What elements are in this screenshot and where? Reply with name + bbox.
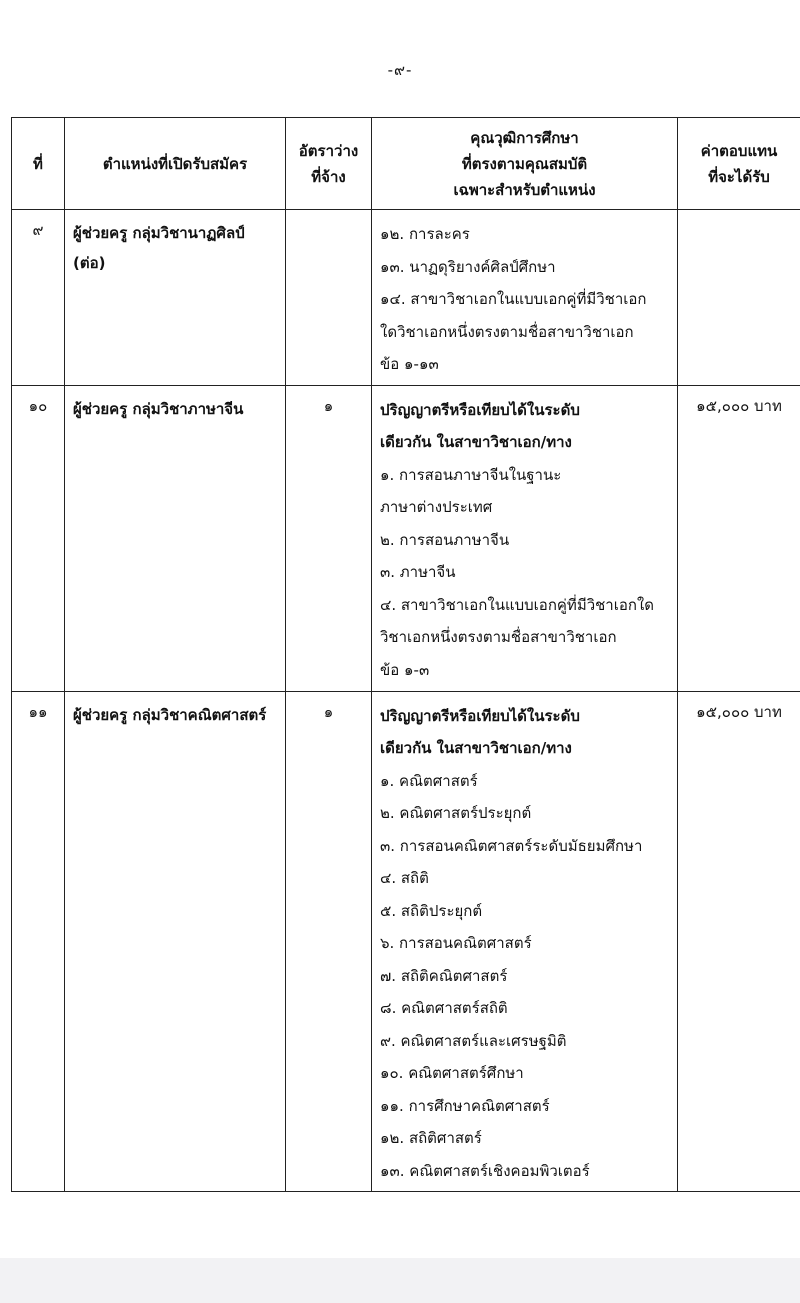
table-row [12, 210, 800, 386]
qualification-list [372, 385, 678, 691]
vacancy-count [286, 210, 372, 386]
table-row [12, 385, 800, 691]
qualification-item: ใดวิชาเอกหนึ่งตรงตามชื่อสาขาวิชาเอก [380, 322, 634, 341]
header-pay: ค่าตอบแทน ที่จะได้รับ [678, 118, 800, 210]
position-line: (ต่อ) [73, 254, 106, 272]
page-number: -๙- [387, 61, 413, 79]
qualification-item: ข้อ ๑-๑๓ [380, 355, 439, 373]
qualification-item: ๕. สถิติประยุกต์ [380, 901, 483, 920]
compensation: ๑๕,๐๐๐ บาท [678, 385, 800, 691]
position-name [65, 691, 286, 1192]
qualification-item: ๑๑. การศึกษาคณิตศาสตร์ [380, 1096, 550, 1115]
qualification-item: ๒. การสอนภาษาจีน [380, 530, 510, 549]
compensation [678, 210, 800, 386]
header-rate: อัตราว่าง ที่จ้าง [286, 118, 372, 210]
qualification-item: ๑๐. คณิตศาสตร์ศึกษา [380, 1064, 524, 1082]
qualification-item: ๑. การสอนภาษาจีนในฐานะ [380, 465, 562, 484]
row-number: ๑๑ [12, 691, 65, 1192]
qualification-item: ๙. คณิตศาสตร์และเศรษฐมิติ [380, 1031, 567, 1050]
position-line: ผู้ช่วยครู กลุ่มวิชาคณิตศาสตร์ [73, 705, 267, 724]
qualification-list [372, 210, 678, 386]
qualification-item: ๓. การสอนคณิตศาสตร์ระดับมัธยมศึกษา [380, 836, 643, 855]
qualification-item: ๒. คณิตศาสตร์ประยุกต์ [380, 804, 532, 822]
position-name [65, 385, 286, 691]
qualification-item: ๗. สถิติคณิตศาสตร์ [380, 966, 508, 985]
position-name [65, 210, 286, 386]
qualification-item: ๖. การสอนคณิตศาสตร์ [380, 934, 532, 952]
compensation: ๑๕,๐๐๐ บาท [678, 691, 800, 1192]
vacancy-count: ๑ [286, 385, 372, 691]
row-number: ๙ [12, 210, 65, 386]
row-number: ๑๐ [12, 385, 65, 691]
qualification-item: ๔. สถิติ [380, 869, 429, 887]
header-position: ตำแหน่งที่เปิดรับสมัคร [65, 118, 286, 210]
qualification-item: ๑๔. สาขาวิชาเอกในแบบเอกคู่ที่มีวิชาเอก [380, 290, 647, 308]
qualification-item: ภาษาต่างประเทศ [380, 498, 493, 516]
qualification-item: ๑๒. สถิติศาสตร์ [380, 1129, 482, 1147]
qualification-item: เดียวกัน ในสาขาวิชาเอก/ทาง [380, 433, 572, 451]
table-header-row [12, 118, 800, 210]
qualification-item: ข้อ ๑-๓ [380, 660, 430, 679]
qualification-item: ๘. คณิตศาสตร์สถิติ [380, 999, 508, 1017]
qualification-item: ๓. ภาษาจีน [380, 563, 456, 581]
page-bottom-band [0, 1258, 800, 1303]
qualification-item: ๔. สาขาวิชาเอกในแบบเอกคู่ที่มีวิชาเอกใด [380, 595, 655, 614]
qualification-item: ๑. คณิตศาสตร์ [380, 771, 478, 790]
header-no: ที่ [12, 118, 65, 210]
qualification-list [372, 691, 678, 1192]
qualification-item: เดียวกัน ในสาขาวิชาเอก/ทาง [380, 739, 572, 757]
position-line: ผู้ช่วยครู กลุ่มวิชานาฏศิลป์ [73, 224, 245, 242]
vacancy-count: ๑ [286, 691, 372, 1192]
qualification-item: ๑๒. การละคร [380, 225, 470, 243]
qualification-item: ปริญญาตรีหรือเทียบได้ในระดับ [380, 706, 580, 725]
table-row [12, 691, 800, 1192]
qualification-item: วิชาเอกหนึ่งตรงตามชื่อสาขาวิชาเอก [380, 628, 617, 646]
position-line: ผู้ช่วยครู กลุ่มวิชาภาษาจีน [73, 399, 244, 418]
positions-table [11, 117, 800, 1192]
qualification-item: ๑๓. นาฏดุริยางค์ศิลป์ศึกษา [380, 257, 556, 276]
qualification-item: ๑๓. คณิตศาสตร์เชิงคอมพิวเตอร์ [380, 1161, 590, 1180]
header-qualification: คุณวุฒิการศึกษา ที่ตรงตามคุณสมบัติ เฉพาะสำหรับตำแหน่ง [372, 118, 678, 210]
qualification-item: ปริญญาตรีหรือเทียบได้ในระดับ [380, 400, 580, 419]
